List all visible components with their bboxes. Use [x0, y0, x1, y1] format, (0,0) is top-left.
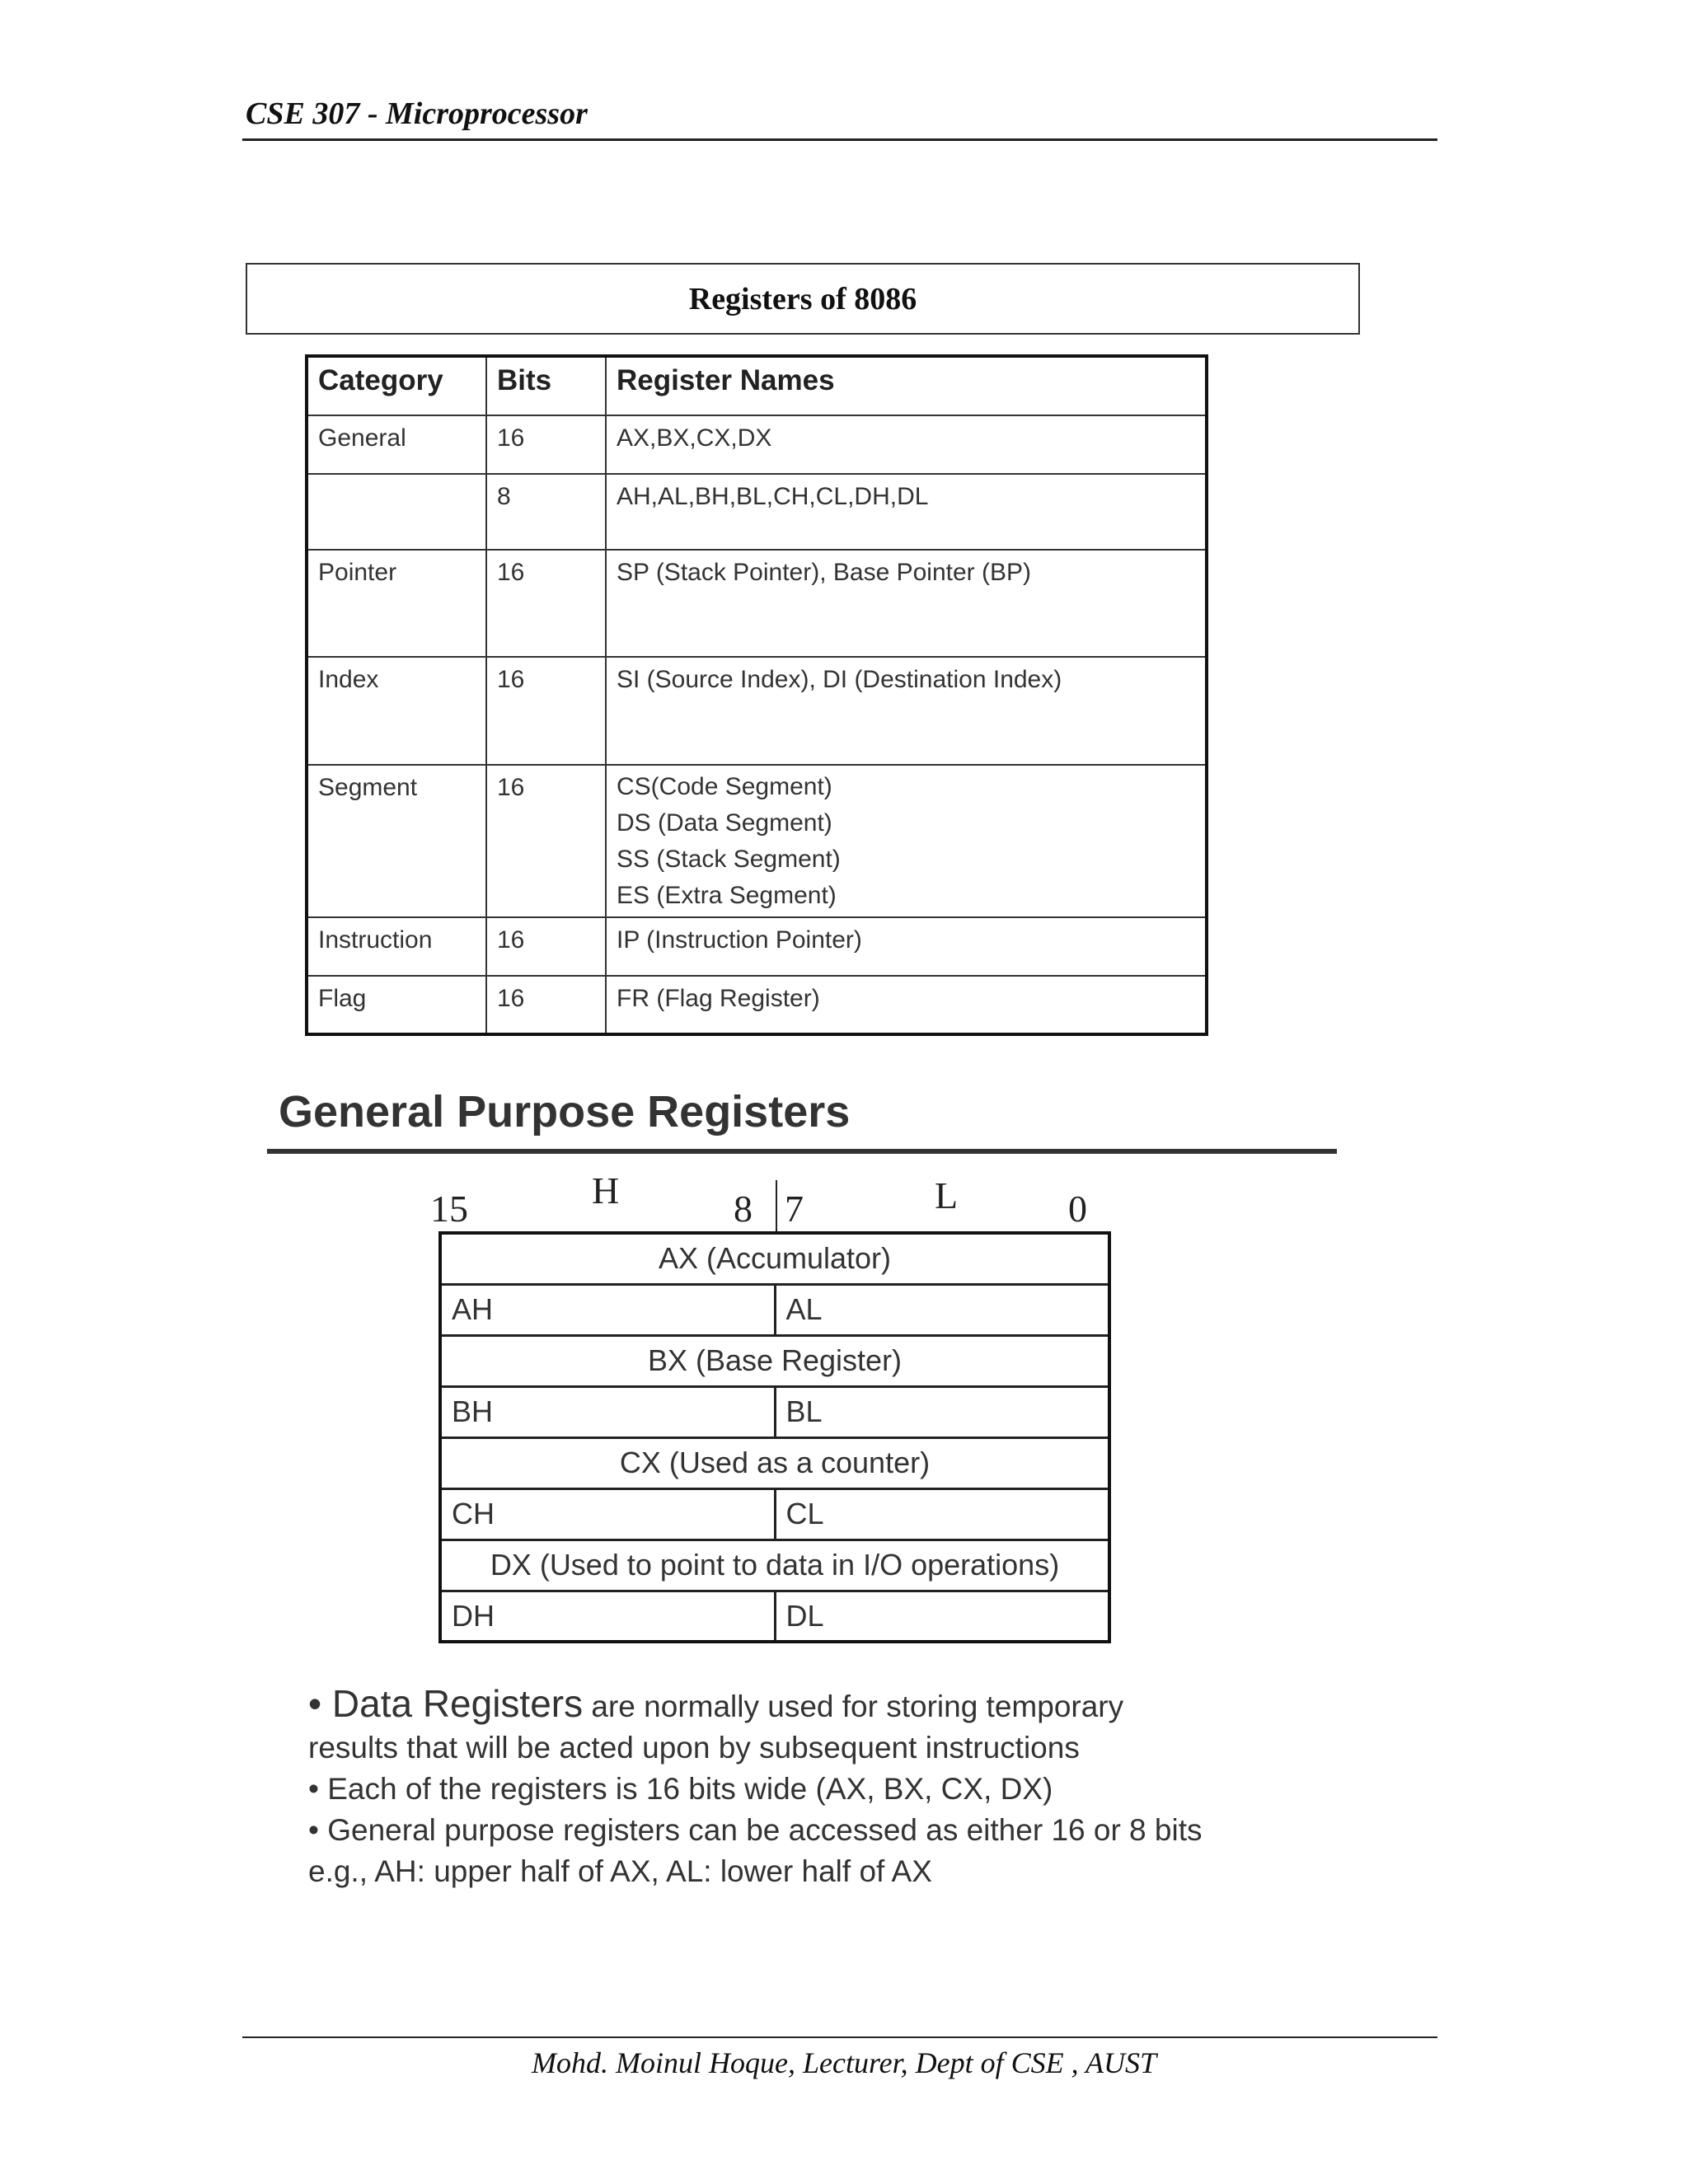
register-ah: AH: [440, 1284, 775, 1335]
register-ax: AX (Accumulator): [440, 1233, 1109, 1284]
register-cx: CX (Used as a counter): [440, 1437, 1109, 1488]
title-box: [246, 263, 1360, 335]
cell-category: Segment: [307, 765, 486, 917]
register-split-row: [440, 1284, 1109, 1335]
segment-name: ES (Extra Segment): [617, 882, 837, 909]
cell-category: Pointer: [307, 550, 486, 657]
register-full-row: [440, 1540, 1109, 1591]
cell-category: General: [307, 415, 486, 474]
register-full-row: [440, 1335, 1109, 1386]
footer-author: Mohd. Moinul Hoque, Lecturer, Dept of CSE , AUST: [532, 2046, 1156, 2079]
cell-register-names: SI (Source Index), DI (Destination Index): [606, 657, 1207, 765]
course-header: CSE 307 - Microprocessor: [246, 96, 588, 131]
segment-name: CS(Code Segment): [617, 773, 832, 800]
segment-name: DS (Data Segment): [617, 809, 832, 837]
table-row: [307, 415, 1207, 474]
table-row: [307, 765, 1207, 917]
register-cl: CL: [775, 1488, 1109, 1540]
cell-bits: 8: [486, 474, 606, 550]
cell-bits: 16: [486, 415, 606, 474]
table-header-row: [307, 356, 1207, 415]
table-row: [307, 550, 1207, 657]
bullet-item: [308, 1683, 1380, 1727]
bullet-item: • Each of the registers is 16 bits wide (AX, BX, CX, DX): [308, 1772, 1053, 1806]
register-split-row: [440, 1386, 1109, 1437]
header-bits: Bits: [486, 356, 606, 415]
bit-divider: [776, 1180, 777, 1233]
registers-table: [305, 354, 1208, 1036]
table-row: [307, 917, 1207, 976]
bit-label-low: L: [935, 1174, 959, 1216]
cell-register-names: [606, 765, 1207, 917]
register-split-row: [440, 1488, 1109, 1540]
gp-register-table: [438, 1231, 1111, 1643]
cell-bits: 16: [486, 657, 606, 765]
header-register-names: Register Names: [606, 356, 1207, 415]
segment-name: SS (Stack Segment): [617, 846, 841, 873]
cell-register-names: AH,AL,BH,BL,CH,CL,DH,DL: [606, 474, 1207, 550]
cell-bits: 16: [486, 550, 606, 657]
register-bx: BX (Base Register): [440, 1335, 1109, 1386]
bullet-continuation: results that will be acted upon by subsequent instructions: [308, 1731, 1080, 1765]
table-row: [307, 657, 1207, 765]
cell-category: Flag: [307, 976, 486, 1034]
cell-bits: 16: [486, 765, 606, 917]
bit-label-8: 8: [734, 1188, 753, 1230]
table-row: [307, 474, 1207, 550]
section-rule: [267, 1149, 1337, 1154]
bit-label-0: 0: [1068, 1188, 1087, 1230]
register-bl: BL: [775, 1386, 1109, 1437]
header-category: Category: [307, 356, 486, 415]
cell-register-names: AX,BX,CX,DX: [606, 415, 1207, 474]
register-full-row: [440, 1437, 1109, 1488]
table-row: [307, 976, 1207, 1034]
register-al: AL: [775, 1284, 1109, 1335]
bullet-continuation: e.g., AH: upper half of AX, AL: lower half of AX: [308, 1854, 932, 1888]
footer-rule: [242, 2036, 1437, 2038]
register-dx: DX (Used to point to data in I/O operations): [440, 1540, 1109, 1591]
bit-label-15: 15: [430, 1188, 468, 1230]
bit-label-high: H: [592, 1169, 620, 1212]
bullet-list: [308, 1683, 1380, 1892]
register-dh: DH: [440, 1591, 775, 1642]
cell-category: Instruction: [307, 917, 486, 976]
cell-category: Index: [307, 657, 486, 765]
section-heading: General Purpose Registers: [279, 1087, 851, 1137]
register-ch: CH: [440, 1488, 775, 1540]
bullet-lead: • Data Registers: [308, 1682, 584, 1725]
cell-bits: 16: [486, 976, 606, 1034]
register-dl: DL: [775, 1591, 1109, 1642]
register-full-row: [440, 1233, 1109, 1284]
cell-category: [307, 474, 486, 550]
register-bh: BH: [440, 1386, 775, 1437]
register-split-row: [440, 1591, 1109, 1642]
header-rule: [242, 138, 1437, 141]
bullet-text: are normally used for storing temporary: [583, 1690, 1124, 1723]
cell-register-names: IP (Instruction Pointer): [606, 917, 1207, 976]
bit-label-7: 7: [785, 1188, 804, 1230]
bullet-item: • General purpose registers can be accessed as either 16 or 8 bits: [308, 1813, 1203, 1847]
cell-register-names: SP (Stack Pointer), Base Pointer (BP): [606, 550, 1207, 657]
title-box-text: Registers of 8086: [688, 282, 917, 316]
cell-register-names: FR (Flag Register): [606, 976, 1207, 1034]
cell-bits: 16: [486, 917, 606, 976]
